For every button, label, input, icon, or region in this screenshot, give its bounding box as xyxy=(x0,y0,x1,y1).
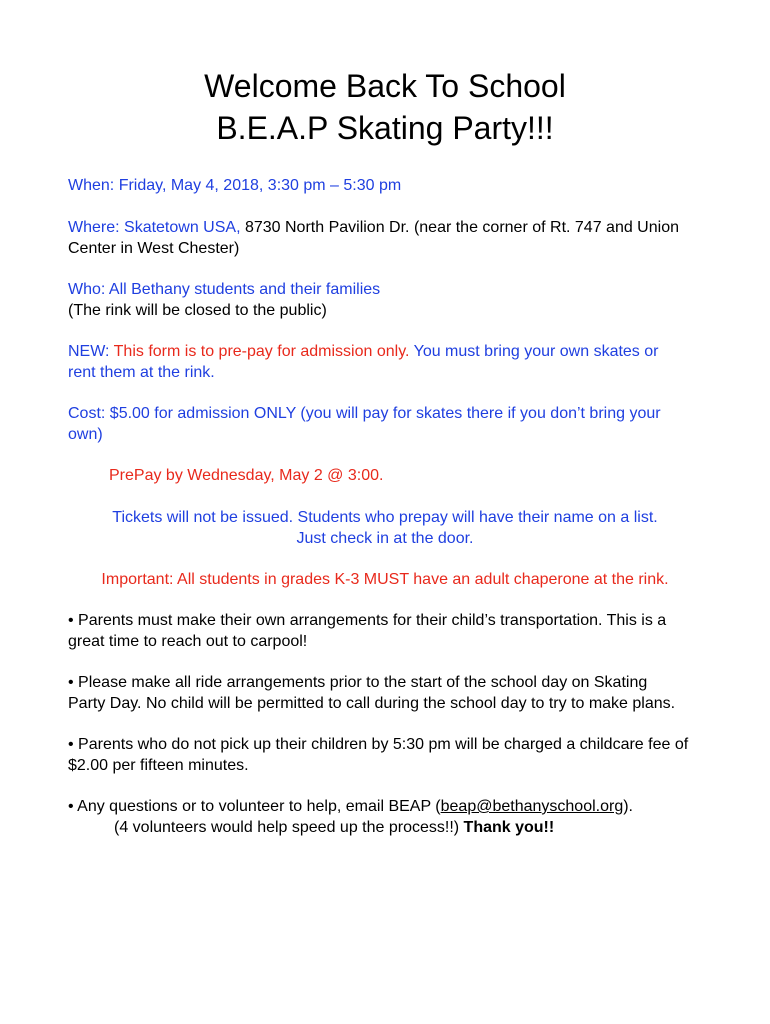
email-link[interactable]: beap@bethanyschool.org xyxy=(440,798,624,815)
bullet-ride-arrangements xyxy=(68,672,708,714)
tickets-line-1: Tickets will not be issued. Students who prepay will have their name on a list. xyxy=(112,509,658,526)
volunteers-note: (4 volunteers would help speed up the process!!) xyxy=(114,819,464,836)
bullet-fee-line-2: $2.00 per fifteen minutes. xyxy=(68,757,249,774)
who-paragraph xyxy=(68,279,708,321)
page-title-line-1: Welcome Back To School xyxy=(204,68,566,104)
where-address-line-2: Center in West Chester) xyxy=(68,240,240,257)
bullet-transportation-line-1: • Parents must make their own arrangements for their child’s transportation. This is a xyxy=(68,612,667,629)
cost-line-1: Cost: $5.00 for admission ONLY (you will pay for skates there if you don’t bring your xyxy=(68,405,661,422)
where-paragraph xyxy=(68,217,708,259)
new-skates-notice: You must bring your own skates or xyxy=(409,343,659,360)
new-paragraph xyxy=(68,341,708,383)
prepay-deadline: PrePay by Wednesday, May 2 @ 3:00. xyxy=(109,467,384,484)
bullet-pickup-fee xyxy=(68,734,708,776)
page-title-line-2: B.E.A.P Skating Party!!! xyxy=(216,110,554,146)
thank-you-text: Thank you!! xyxy=(463,819,555,836)
tickets-line-2: Just check in at the door. xyxy=(296,530,474,547)
bullet-questions xyxy=(68,796,708,838)
questions-text: • Any questions or to volunteer to help, email BEAP ( xyxy=(68,798,441,815)
who-note: (The rink will be closed to the public) xyxy=(68,302,327,319)
important-notice: Important: All students in grades K-3 MUST have an adult chaperone at the rink. xyxy=(101,571,669,588)
bullet-ride-line-2: Party Day. No child will be permitted to call during the school day to try to make plans. xyxy=(68,695,676,712)
new-label: NEW: xyxy=(68,343,110,360)
new-skates-notice-line-2: rent them at the rink. xyxy=(68,364,215,381)
bullet-transportation-line-2: great time to reach out to carpool! xyxy=(68,633,308,650)
who-line: Who: All Bethany students and their families xyxy=(68,281,381,298)
new-prepay-notice: This form is to pre-pay for admission only. xyxy=(109,343,410,360)
cost-paragraph xyxy=(68,403,708,445)
bullet-fee-line-1: • Parents who do not pick up their children by 5:30 pm will be charged a childcare fee of xyxy=(68,736,689,753)
cost-line-2: own) xyxy=(68,426,103,443)
bullet-ride-line-1: • Please make all ride arrangements prior to the start of the school day on Skating xyxy=(68,674,648,691)
bullet-transportation xyxy=(68,610,708,652)
when-line: When: Friday, May 4, 2018, 3:30 pm – 5:30 pm xyxy=(68,177,402,194)
where-address: 8730 North Pavilion Dr. (near the corner of Rt. 747 and Union xyxy=(240,219,679,236)
questions-suffix: ). xyxy=(623,798,633,815)
where-label: Where: Skatetown USA, xyxy=(68,219,241,236)
